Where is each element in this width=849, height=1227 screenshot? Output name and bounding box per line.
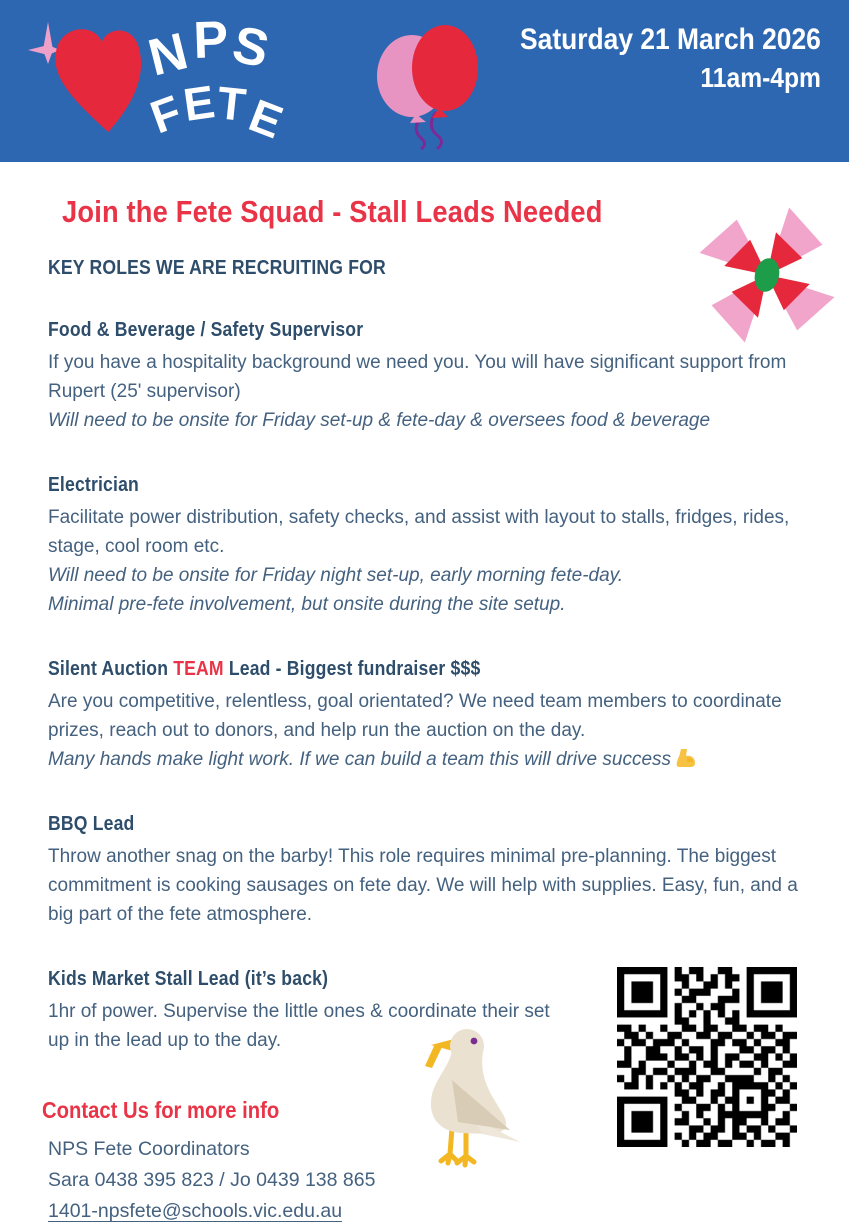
email-link[interactable]: 1401-npsfete@schools.vic.edu.au [48,1200,343,1223]
event-date [479,20,821,97]
svg-text:E: E [180,75,218,131]
nps-fete-logo [18,6,298,162]
banner [0,0,849,162]
svg-text:N: N [142,22,194,88]
role-description: Facilitate power distribution, safety checks, and assist with layout to stalls, fridges, rides, stage, cool room etc. [48,507,790,558]
balloons-icon [376,20,488,142]
role-note: Will need to be onsite for Friday night set-up, early morning fete-day. [48,565,624,587]
role-silent-auction [48,655,809,774]
role-bbq [48,810,809,929]
pinwheel-icon [692,200,842,350]
role-description: Are you competitive, relentless, goal orientated? We need team members to coordinate prizes, reach out to donors, and help run the auction on the day. [48,691,782,742]
qr-code [617,967,797,1147]
svg-text:F: F [143,84,188,144]
seagull-icon [404,1020,536,1178]
role-heading: BBQ Lead [48,813,135,836]
role-description: If you have a hospitality background we need you. You will have significant support from Rupert (25' supervisor) [48,352,787,403]
team-highlight: TEAM [173,658,224,681]
svg-text:S: S [227,15,275,80]
role-heading: Electrician [48,474,139,497]
contact-phones: Sara 0438 395 823 / Jo 0439 138 865 [48,1169,376,1192]
logo-text [143,11,290,149]
event-date-line2: 11am-4pm [700,61,821,93]
svg-text:E: E [242,88,290,149]
role-note: Many hands make light work. If we can build a team this will drive success [48,745,809,774]
role-description: 1hr of power. Supervise the little ones & coordinate their set up in the lead up to the day. [48,1001,550,1052]
contact-coordinators: NPS Fete Coordinators [48,1138,250,1161]
page-title: Join the Fete Squad - Stall Leads Needed [62,194,603,229]
flexed-biceps-icon [675,747,697,769]
role-description: Throw another snag on the barby! This role requires minimal pre-planning. The biggest commitment is cooking sausages on fete day. We will help with supplies. Easy, fun, and a big part of the fete atmosphere. [48,846,798,926]
role-note: Minimal pre-fete involvement, but onsite during the site setup. [48,594,566,616]
key-roles-heading: KEY ROLES WE ARE RECRUITING FOR [48,257,386,280]
role-note: Will need to be onsite for Friday set-up & fete-day & oversees food & beverage [48,410,711,432]
heart-icon [53,25,145,135]
role-electrician [48,471,809,619]
contact-heading: Contact Us for more info [42,1097,280,1124]
svg-text:T: T [214,76,249,131]
event-date-line1: Saturday 21 March 2026 [520,23,821,56]
role-heading: Kids Market Stall Lead (it’s back) [48,968,329,991]
svg-text:P: P [192,10,230,70]
role-heading: Food & Beverage / Safety Supervisor [48,319,364,342]
role-heading: Silent Auction TEAM Lead - Biggest fundraiser $$$ [48,658,481,681]
